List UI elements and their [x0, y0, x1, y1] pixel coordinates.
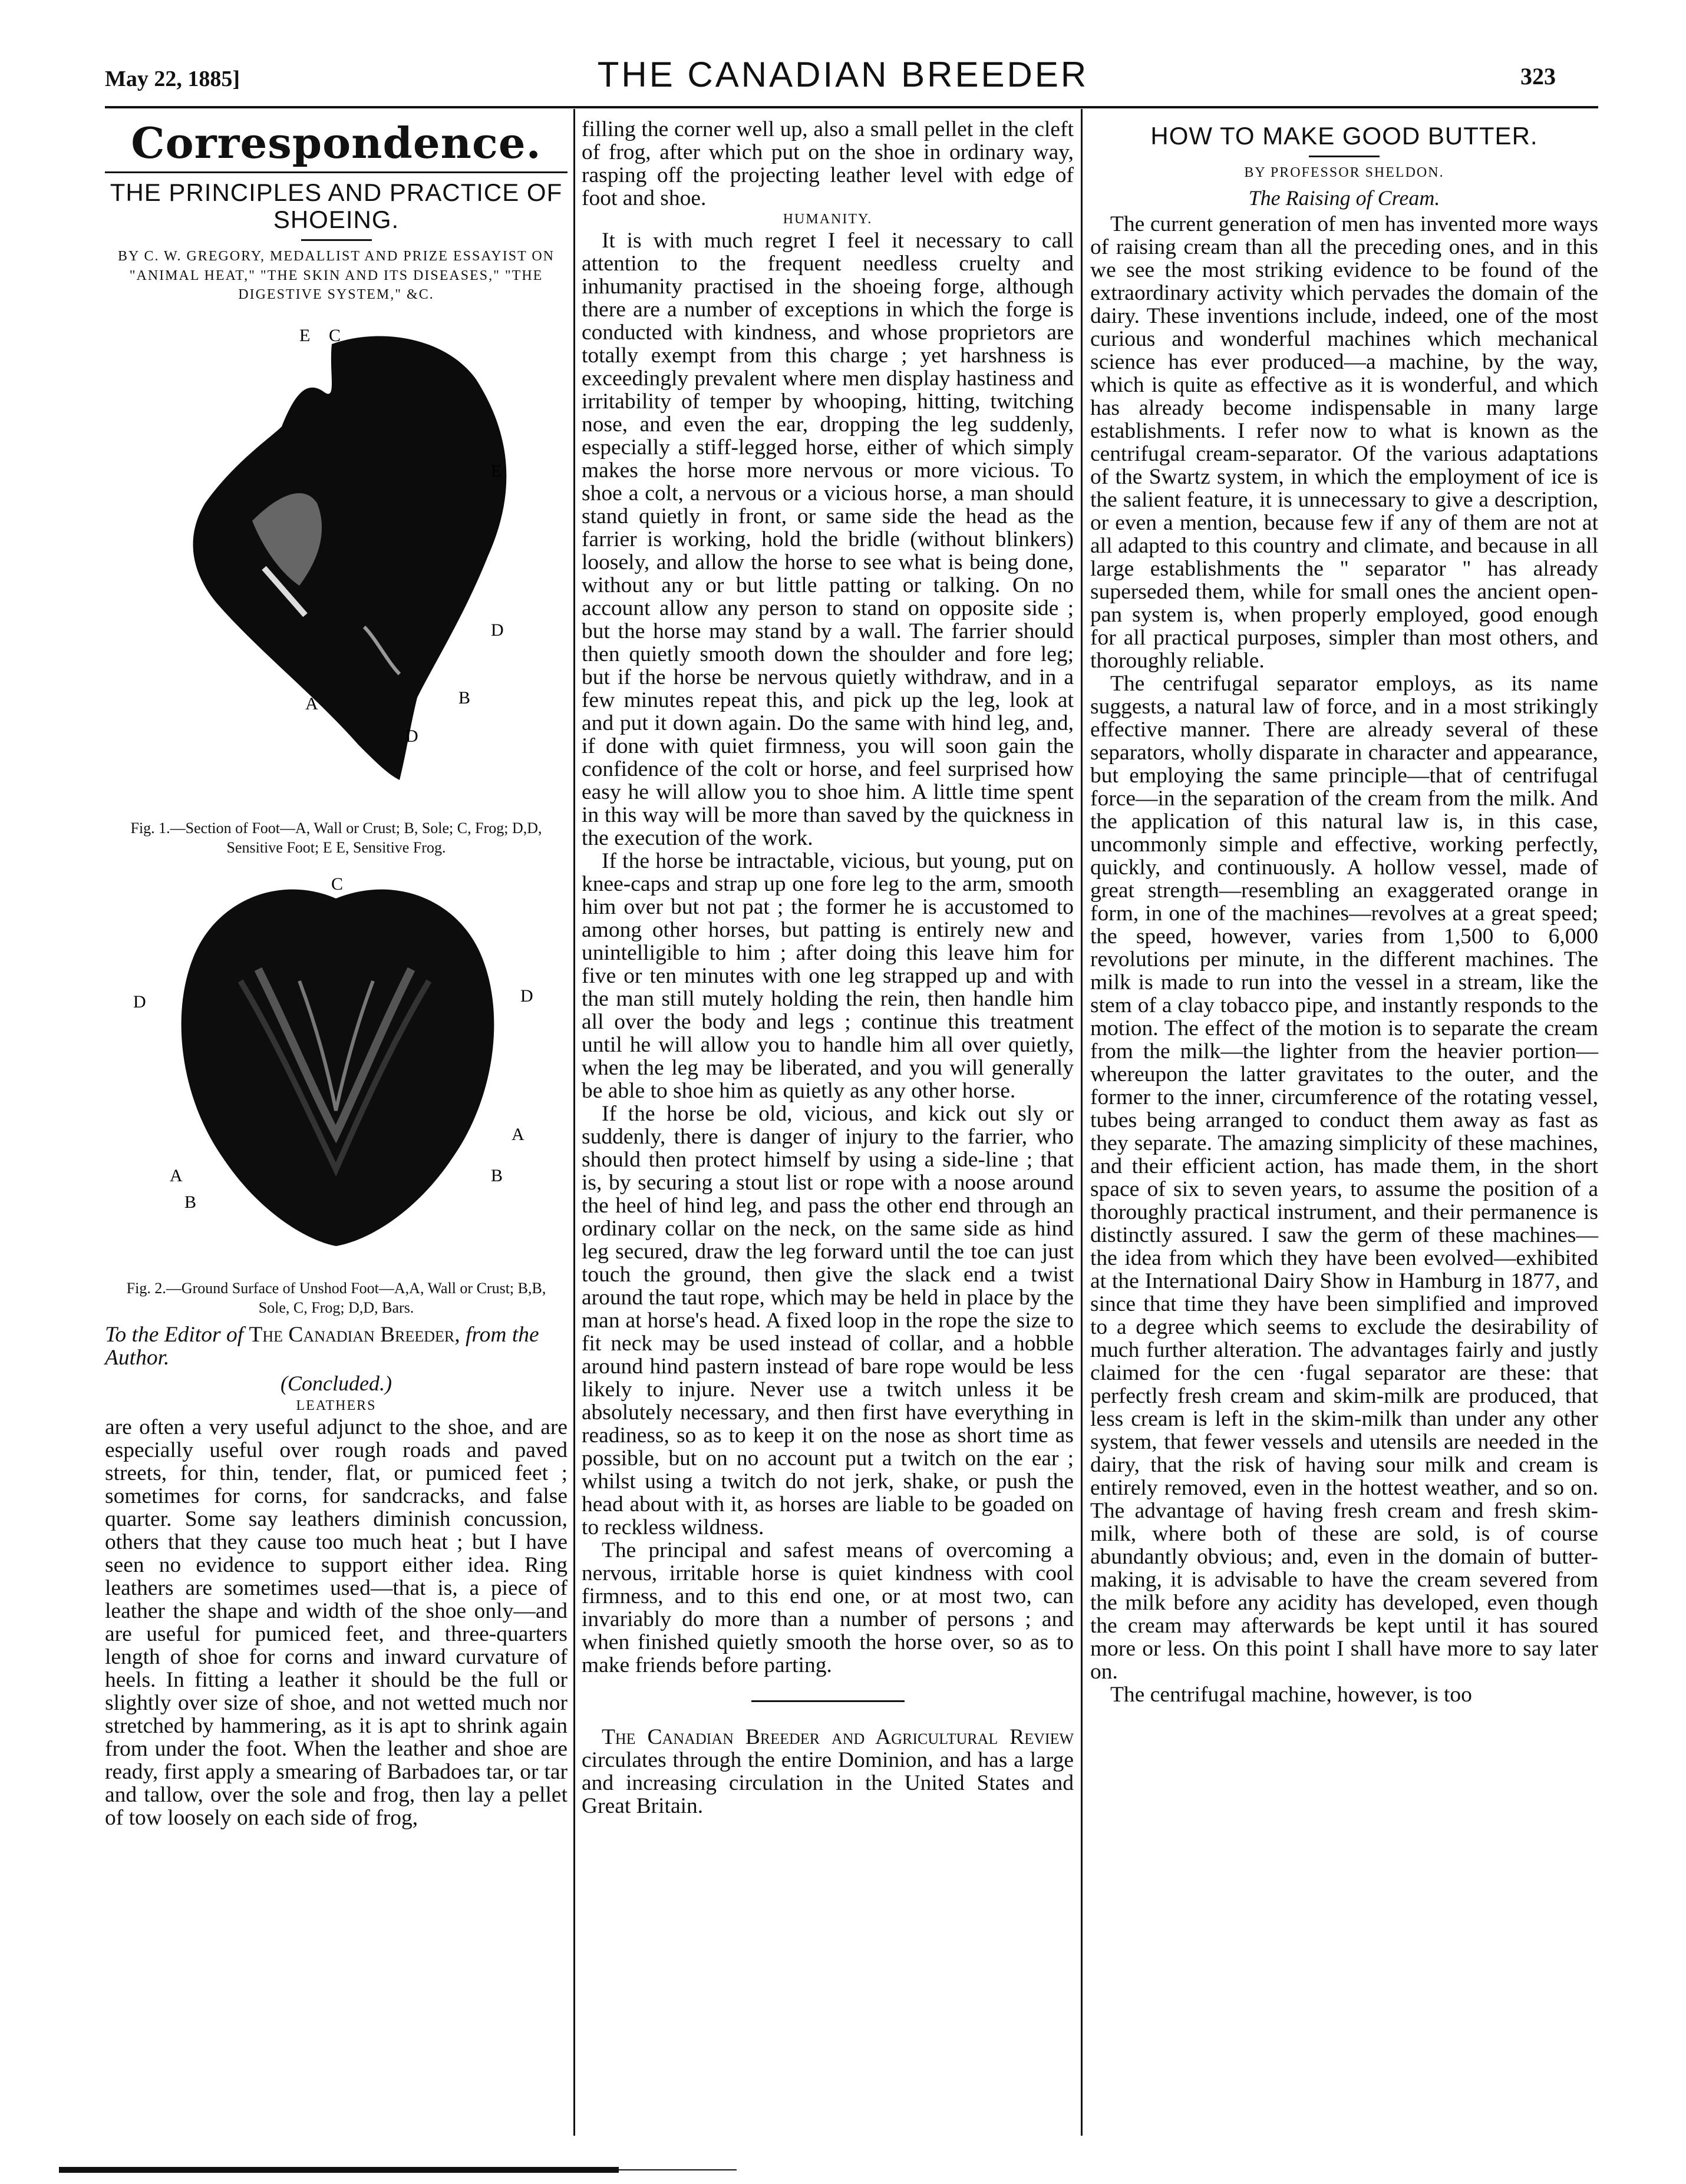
figure-1-label: A [305, 694, 318, 714]
issue-date: May 22, 1885] [105, 67, 240, 91]
editor-note-paper: The Canadian Breeder [249, 1323, 455, 1347]
figure-2-unshod-foot [105, 863, 568, 1276]
circulation-notice [582, 1726, 1074, 1818]
butter-article-title: HOW TO MAKE GOOD BUTTER. [1150, 122, 1538, 150]
section-heading: Correspondence. [131, 118, 542, 168]
figure-2-label: D [133, 992, 146, 1012]
editor-note [105, 1323, 568, 1369]
figure-1-label: B [458, 688, 471, 708]
humanity-subhead: HUMANITY. [783, 212, 873, 227]
article-title: THE PRINCIPLES AND PRACTICE OF SHOEING. [110, 178, 563, 234]
section-rule [105, 171, 568, 173]
footer-thin-rule [619, 2169, 737, 2170]
shoeing-continued-paragraph: filling the corner well up, also a small pellet in the cleft of frog, after which put on the shoe in ordinary way, rasping off the projecting leather level with edge of foot and shoe. [582, 117, 1074, 210]
figure-2-label: A [512, 1125, 524, 1145]
figure-1-label: E [491, 461, 502, 481]
figure-1-label: D [491, 620, 504, 640]
leathers-subhead: LEATHERS [296, 1397, 377, 1413]
humanity-paragraph: If the horse be old, vicious, and kick out sly or suddenly, there is danger of injury to the farrier, who should then protect himself by using a side-line ; that is, by securing a stout list or rope with a noose around the heel of hind leg, and pass the other end through an ordinary collar on the neck, on the same side as hind leg secured, draw the leg forward until the toe can just touch the ground, then give the slack end a twist around the taut rope, which may be held in place by the man at horse's head. A fixed loop in the rope the size to fit neck may be used instead of collar, and a hobble around hind pastern instead of bare rope would be less likely to injure. Never use a twitch unless it be absolutely necessary, and then first have everything in readiness, so as to keep it on the nose as short time as possible, but on no account put a twitch on the ear ; whilst using a twitch do not jerk, shake, or push the head about with it, as horses are liable to be goaded on to reckless wildness. [582, 1101, 1074, 1539]
figure-1-label: C [329, 326, 341, 346]
humanity-paragraph: The principal and safest means of overcoming a nervous, irritable horse is quiet kindness with cool firmness, and to this end one, or at most two, can invariably do more than a number of persons ; and when finished quietly smooth the horse over, so as to make friends before parting. [582, 1538, 1074, 1677]
masthead-rule [105, 106, 1598, 108]
figure-2-label: B [184, 1192, 197, 1212]
figure-1-label: E [299, 326, 311, 346]
column-divider-2 [1081, 109, 1083, 2136]
editor-note-prefix: To the Editor of [105, 1323, 249, 1347]
humanity-paragraph: It is with much regret I feel it necessary to call attention to the frequent needless cruelty and inhumanity practised in the shoeing forge, although there are a number of exceptions in which the forge is conducted with kindness, and whose proprietors are totally exempt from this charge ; yet harshness is exceedingly prevalent where men display hastiness and irritability of temper by whooping, hitting, twitching nose, and even the ear, dropping the leg suddenly, especially a stiff-legged horse, either of which simply makes the horse more nervous or more vicious. To shoe a colt, a nervous or a vicious horse, a man should stand quietly in front, or same side the head as the farrier is working, hold the bridle (without blinkers) loosely, and allow the horse to see what is being done, without any or but little patting or talking. On no account allow any person to stand on opposite side ; but the horse may stand by a wall. The farrier should then quietly smooth down the shoulder and fore leg; but if the horse be nervous quietly withdraw, and in a few minutes repeat this, and pick up the leg, look at and put it down again. Do the same with hind leg, and, if done with quiet firmness, you will soon gain the confidence of the colt or horse, and feel surprised how easy he will allow you to shoe him. A little time spent in this way will be more than saved by the quickness in the execution of the work. [582, 228, 1074, 850]
butter-paragraph: The centrifugal separator employs, as its name suggests, a natural law of force, and in a most strikingly effective manner. There are already several of these separators, wholly disparate in character and appearance, but employing the same principle—that of centrifugal force—in the separation of the cream from the milk. And the application of this natural law is, in this case, uncommonly simple and effective, working perfectly, quickly, and continuously. A hollow vessel, made of great strength—resembling an exaggerated orange in form, in one of the machines—revolves at a great speed; the speed, however, varies from 1,500 to 6,000 revolutions per minute, in the different machines. The milk is made to run into the vessel in a stream, like the stem of a clay tobacco pipe, and instantly responds to the motion. The effect of the motion is to separate the cream from the milk—the lighter from the heavier portion—whereupon the latter gravitates to the outer, and the former to the inner, circumference of the rotating vessel, tubes being arranged to conduct them away as fast as they separate. The amazing simplicity of these machines, and their efficient action, has made them, in the short space of six to seven years, to assume the position of a thoroughly practical instrument, and their permanence is distinctly assured. I saw the germ of these machines—the idea from which they have been evolved—exhibited at the International Dairy Show in Hamburg in 1877, and since that time they have been simplified and improved to a degree which seems to exclude the desirability of much further alteration. The advantages fairly and justly claimed for the cen ·fugal separator are these: that perfectly fresh cream and skim-milk are produced, that less cream is left in the skim-milk than under any other system, that fewer vessels and utensils are needed in the dairy, that the risk of having sour milk and cream is entirely removed, even in the hottest weather, and so on. The advantage of having fresh cream and fresh skim-milk, where both of these are sold, is of course abundantly obvious; and, even in the domain of butter-making, it is advisable to have the cream severed from the milk before any acidity has developed, even though the cream may afterwards be kept until it has soured more or less. On this point I shall have more to say later on. [1090, 672, 1598, 1684]
notice-rule [751, 1700, 905, 1702]
butter-paragraph: The centrifugal machine, however, is too [1110, 1683, 1472, 1707]
butter-subtitle: The Raising of Cream. [1248, 186, 1440, 210]
figure-1-label: D [405, 726, 418, 746]
notice-rest: circulates through the entire Dominion, and has a large and increasing circulation in the United States and Great Britain. [582, 1747, 1074, 1818]
figure-1-caption: Fig. 1.—Section of Foot—A, Wall or Crust; B, Sole; C, Frog; D,D, Sensitive Foot; E E, Sensitive Frog. [130, 820, 542, 856]
title-rule [301, 239, 372, 241]
column-divider-1 [573, 109, 575, 2136]
butter-paragraph: The current generation of men has invented more ways of raising cream than all the preceding ones, and in this we see the most striking evidence to be found of the extraordinary activity which pervades the domain of the dairy. These inventions include, indeed, one of the most curious and wonderful machines which mechanical science has ever produced—a machine, by the way, which is quite as effective as it is wonderful, and which has already become indispensable in many large establishments. I refer now to what is known as the centrifugal cream-separator. Of the various adaptations of the Swartz system, in which the employment of ice is the salient feature, it is unnecessary to give a description, or even a mention, because few if any of them are not at all adapted to this country and climate, and because in all large establishments the " separator " has already superseded them, while for small ones the ancient open-pan system is, when properly employed, good enough for all practical purposes, simpler than most others, and thoroughly reliable. [1090, 212, 1598, 673]
page-number: 323 [1520, 63, 1556, 90]
newspaper-title: THE CANADIAN BREEDER [597, 55, 1089, 94]
humanity-paragraph: If the horse be intractable, vicious, but young, put on knee-caps and strap up one fore leg to the arm, smooth him over but not pat ; the former he is accustomed to among other horses, but patting is entirely new and unintelligible to him ; after doing this leave him for five or ten minutes with one leg strapped up and with the man still mutely holding the rein, then handle him all over the body and legs ; continue this treatment until he will allow you to handle him all over quietly, when the leg may be liberated, and you will generally be able to shoe him as quietly as any other horse. [582, 848, 1074, 1103]
figure-2-label: A [170, 1166, 183, 1186]
column-2 [582, 118, 1074, 1818]
concluded-label: (Concluded.) [281, 1372, 392, 1396]
figure-1-foot-section [105, 309, 568, 815]
notice-lead: The Canadian Breeder and Agricultural Review [602, 1724, 1074, 1749]
column-3 [1090, 118, 1598, 1706]
figure-2-label: C [331, 874, 344, 894]
figure-2-caption: Fig. 2.—Ground Surface of Unshod Foot—A,A, Wall or Crust; B,B, Sole, C, Frog; D,D, Bars. [126, 1280, 546, 1316]
butter-byline: BY PROFESSOR SHELDON. [1244, 165, 1444, 181]
leathers-paragraph: are often a very useful adjunct to the shoe, and are especially useful over rough roads and paved streets, for thin, tender, flat, or pumiced feet ; sometimes for corns, for sandcracks, and false quarter. Some say leathers diminish concussion, others that they cause too much heat ; but I have seen no evidence to support either idea. Ring leathers are sometimes used—that is, a piece of leather the shape and width of the shoe only—and are useful for pumiced feet, and three-quarters length of shoe for corns and inward curvature of heels. In fitting a leather it should be the full or slightly over size of shoe, and not wetted much nor stretched by hammering, as it is apt to shrink again from under the foot. When the leather and shoe are ready, first apply a smearing of Barbadoes tar, or tar and tallow, over the sole and frog, then lay a pellet of tow loosely on each side of frog, [105, 1415, 568, 1830]
article-byline: BY C. W. GREGORY, MEDALLIST AND PRIZE ESSAYIST ON "ANIMAL HEAT," "THE SKIN AND ITS DISEASES," "THE DIGESTIVE SYSTEM," &C. [118, 249, 555, 303]
footer-bar [59, 2167, 619, 2173]
column-1 [105, 118, 568, 1829]
butter-title-rule [1309, 156, 1380, 157]
editor-note-suffix: , from the Author. [105, 1323, 539, 1370]
figure-2-label: B [491, 1166, 503, 1186]
figure-2-label: D [520, 986, 533, 1006]
